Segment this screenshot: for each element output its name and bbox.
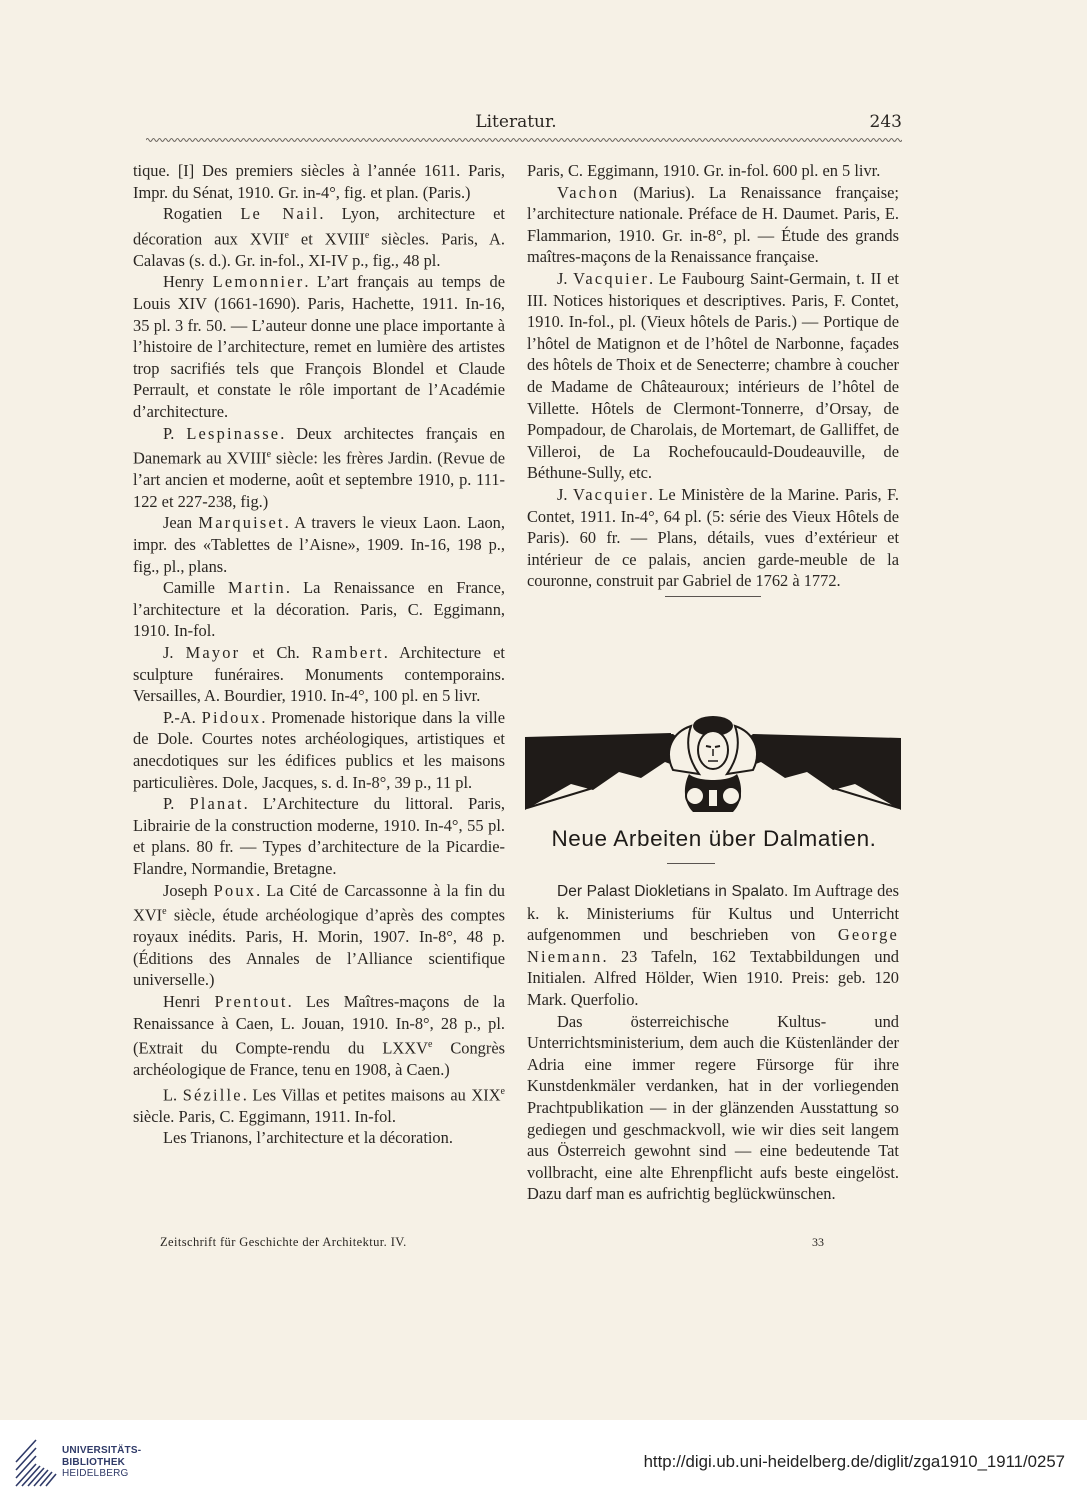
bibliography-entry [133,991,505,1081]
entry-text: e [266,449,272,461]
bibliography-entry [133,707,505,793]
author-name: Martin [228,578,286,598]
entry-text: e [284,229,289,241]
entry-text: . Les Villas et petites maisons au XIX [242,1085,501,1105]
sheet-number: 33 [812,1235,824,1249]
entry-text: e [162,906,167,918]
author-name: Lemonnier [212,272,305,292]
short-divider [665,596,761,597]
entry-text: P.-A. [163,707,202,727]
author-name: Lespinasse [186,423,281,443]
bibliography-entry [133,642,505,707]
entry-text: e [364,229,370,241]
entry-text: . Promenade historique dans la ville de Dole. Courtes notes archéologiques, artistiques et anecdotiques sur les édifices publics et les maisons particulières. Dole, Jacques, s. d. In-8°, 39 p., 11 pl. [133,707,505,792]
bibliography-entry [527,268,899,484]
wavy-rule [146,136,902,144]
library-name-line2: BIBLIOTHEK [62,1456,126,1468]
bibliography-entry [527,182,899,268]
entry-text: siècle, étude archéologique d’après des comptes royaux inédits. Paris, H. Morin, 1907. In-8°, 48 p. (Éditions des Annales de l’Alliance scientifique universelle.) [133,905,505,990]
author-name: Vacquier [573,268,650,288]
author-name: Sézille [182,1085,243,1105]
entry-text: Paris, C. Eggimann, 1910. Gr. in-fol. 600 pl. en 5 livr. [527,161,881,180]
bibliography-entry [133,271,505,422]
entry-text: siècles. Paris, A. Calavas (s. d.). Gr. in-fol., XI-IV p., fig., 48 pl. [133,229,505,270]
entry-text: . A travers le vieux Laon. Laon, impr. des «Tablettes de l’Aisne», 1909. In-16, 198 p., fig., pl., plans. [133,513,505,576]
author-name: Le Nail [240,204,320,224]
entry-text: Im Auftrage des k. k. Ministeriums für Kultus und Unterricht aufgenommen und beschrieben von [527,881,899,945]
entry-text: Jean [163,513,199,533]
author-name: George Niemann [527,925,899,966]
entry-text: . Le Ministère de la Marine. Paris, F. Contet, 1911. In-4°, 64 pl. (5: série des Vieux Hôtels de Paris). 60 fr. — Plans, détails, vues d’extérieur et intérieur de ce palais, ancien garde-meuble de la couronne, construit par Gabriel de 1762 à 1772. [527,484,899,591]
entry-text: Les Trianons, l’architecture et la décoration. [163,1128,453,1148]
entry-text: et Ch. [240,643,312,662]
bibliography-entry [133,880,505,991]
bibliography-entry [133,512,505,577]
entry-text: . L’Architecture du littoral. Paris, Librairie de la construction moderne, 1910. In-4°, 55 pl. et plans. 80 fr. — Types d’architecture de la Picardie-Flandre, Normandie, Bretagne. [133,794,505,878]
bibliography-entry [527,1011,899,1205]
author-name: Poux [213,880,257,900]
library-bar [0,1420,1087,1503]
journal-footer: Zeitschrift für Geschichte der Architektur. IV. [160,1235,407,1249]
bat-figure-ornament-icon [523,716,903,820]
page-number: 243 [869,112,902,132]
entry-text: (Marius). La Renaissance française; l’architecture nationale. Préface de H. Daumet. Paris, E. Flammarion, 1910. Gr. in-8°, pl. — Étude des grands maîtres-maçons de la Renaissance française. [527,182,899,267]
title-rule [667,863,715,864]
right-column-lower [527,880,899,1205]
author-name: Vacquier [572,484,649,504]
entry-text: tique. [I] Des premiers siècles à l’année 1611. Paris, Impr. du Sénat, 1910. Gr. in-4°, fig. et plan. (Paris.) [133,161,505,202]
entry-text: et XVIII [288,229,365,249]
entry-text: siècle: les frères Jardin. (Revue de l’art ancien et moderne, août et septembre 1910, p. 111-122 et 227-238, fig.) [133,448,505,511]
entry-text: . La Cité de Carcassonne à la fin du XVI [133,880,505,925]
author-name: Pidoux [201,707,262,727]
bibliography-entry [133,203,505,271]
entry-text: J. [557,268,574,288]
entry-text: Camille [163,578,229,598]
entry-text: Henry [163,272,213,292]
permalink-url[interactable]: http://digi.ub.uni-heidelberg.de/diglit/zga1910_1911/0257 [643,1452,1065,1471]
entry-text: . Lyon, architecture et décoration aux XVII [133,204,505,249]
entry-text: . 23 Tafeln, 162 Textabbildungen und Initialen. Alfred Hölder, Wien 1910. Preis: geb. 120 Mark. Querfolio. [527,946,899,1009]
book-title: Der Palast Diokletians in Spalato. [557,883,789,900]
running-header [130,112,902,136]
author-name: Marquiset [198,513,285,533]
entry-text: . Architecture et sculpture funéraires. Monuments contemporains. Versailles, A. Bourdier, 1910. In-4°, 100 pl. en 5 livr. [133,643,505,706]
bibliography-entry [527,484,899,592]
entry-text: P. [163,794,190,814]
entry-text: . Le Faubourg Saint-Germain, t. II et III. Notices historiques et descriptives. Paris, F. Contet, 1910. In-fol., pl. (Vieux hôtels de Paris.) — Portique de l’hôtel de Matignon et de l’hôtel de Narbonne, façades des hôtels de Thoix et de Senecterre; chambre à coucher de Madame de Châteauroux; intérieurs de l’hôtel de Villette. Hôtels de Clermont-Tonnerre, d’Orsay, de Pompadour, de Charolais, de Mortemart, de Galliffet, de Villeroi, de La Rochefoucauld-Doudeauville, de Béthune-Sully, etc. [527,268,899,483]
right-column [527,160,899,597]
entry-text: Joseph [163,880,214,900]
bibliography-entry [133,423,505,513]
entry-text: J. [163,643,186,662]
author-name: Mayor [185,643,241,662]
entry-text: e [427,1039,433,1051]
entry-text: L. [163,1085,183,1105]
bibliography-entry [133,160,505,203]
entry-text: Congrès archéologique de France, tenu en 1908, à Caen.) [133,1038,505,1080]
bibliography-entry [133,1127,505,1149]
entry-text: . Deux architectes français en Danemark au XVIII [133,423,505,468]
entry-text: . La Renaissance en France, l’architecture et la décoration. Paris, C. Eggimann, 1910. In-fol. [133,578,505,641]
author-name: Planat [189,794,244,814]
entry-text: Henri [163,991,215,1011]
section-title: Neue Arbeiten über Dalmatien. [551,826,877,851]
university-library-logo-icon [12,1434,60,1490]
entry-text: . Les Maîtres-maçons de la Renaissance à Caen, L. Jouan, 1910. In-8°, 28 p., pl. (Extrait du Compte-rendu du LXXV [133,991,505,1058]
library-name [62,1445,141,1480]
bibliography-entry [527,160,899,182]
bibliography-entry [133,793,505,879]
author-name: Rambert [311,643,384,662]
bibliography-entry [133,577,505,642]
running-title: Literatur. [475,112,557,132]
library-name-line3: HEIDELBERG [62,1468,129,1479]
entry-text: siècle. Paris, C. Eggimann, 1911. In-fol. [133,1106,396,1126]
entry-text: Rogatien [163,204,241,224]
entry-text: Das österreichische Kultus- und Unterrichtsministerium, dem auch die Küstenländer der Adria eine immer regere Fürsorge für ihre Kunstdenkmäler verdanken, hat in der vorliegenden Prachtpublikation — in der glänzenden Ausstattung so gediegen und geschmackvoll, wie wir dies seit langem aus Österreich gewohnt sind — eine bedeutende Tat vollbracht, eine alte Ehrenpflicht aufs beste eingelöst. Dazu darf man es aufrichtig beglückwünschen. [527,1011,899,1204]
author-name: Prentout [214,991,288,1011]
bibliography-entry [527,880,899,1011]
entry-text: e [500,1085,505,1097]
entry-text: . L’art français au temps de Louis XIV (1661-1690). Paris, Hachette, 1911. In-16, 35 pl. 3 fr. 50. — L’auteur donne une place importante à l’histoire de l’architecture, remet en lumière des artistes trop sacrifiés tels que François Blondel et Claude Perrault, et constate le rôle important de l’Académie d’architecture. [133,272,505,421]
entry-text: P. [163,423,187,443]
author-name: Vachon [557,182,620,202]
left-column [133,160,505,1149]
library-name-line1: UNIVERSITÄTS- [62,1445,142,1456]
bibliography-entry [133,1081,505,1128]
entry-text: J. [557,484,573,504]
